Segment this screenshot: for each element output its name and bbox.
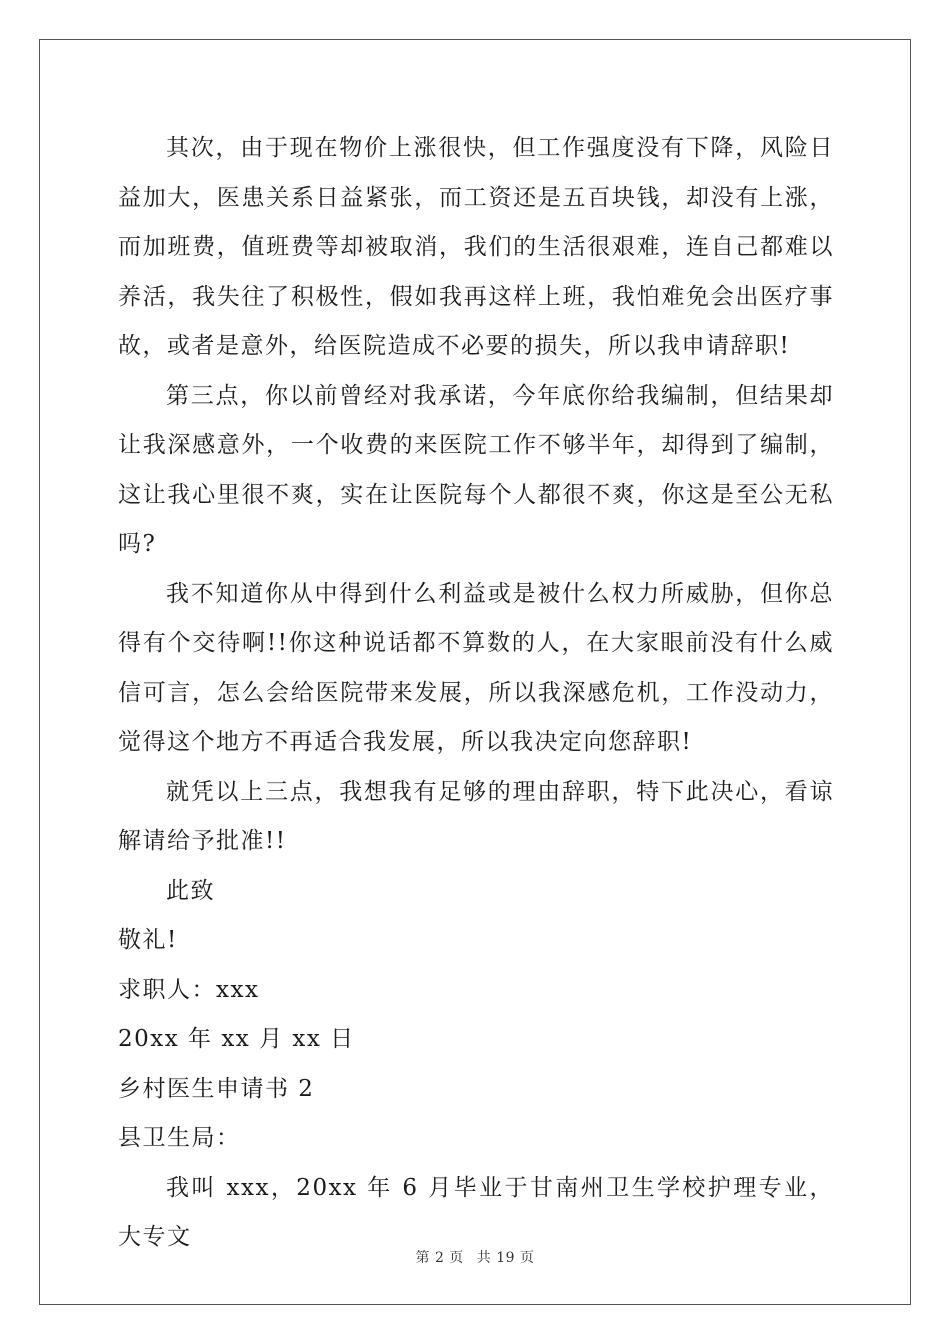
salute-line: 敬礼! bbox=[118, 927, 178, 953]
date-line: 20xx 年 xx 月 xx 日 bbox=[118, 1026, 355, 1052]
signature-line: 求职人：xxx bbox=[118, 976, 260, 1003]
paragraph-conclusion: 就凭以上三点，我想我有足够的理由辞职，特下此决心，看谅解请给予批准!! bbox=[118, 778, 834, 854]
paragraph-second-reason: 其次，由于现在物价上涨很快，但工作强度没有下降，风险日益加大，医患关系日益紧张，而工资还是五百块钱，却没有上涨，而加班费，值班费等却被取消，我们的生活很艰难，连自己都难以养活，我失往了积极性，假如我再这样上班，我怕难免会出医疗事故，或者是意外，给医院造成不必要的损失，所以我申请辞职! bbox=[118, 135, 834, 359]
closing-line: 此致 bbox=[166, 877, 215, 904]
intro-paragraph: 我叫 xxx，20xx 年 6 月毕业于甘南州卫生学校护理专业，大专文 bbox=[118, 1174, 834, 1250]
page-footer bbox=[0, 1247, 950, 1267]
paragraph-third-reason: 第三点，你以前曾经对我承诺，今年底你给我编制，但结果却让我深感意外，一个收费的来医院工作不够半年，却得到了编制， 这让我心里很不爽，实在让医院每个人都很不爽，你这是至公无私吗? bbox=[118, 382, 834, 557]
page-number: 第 2 页 bbox=[415, 1250, 464, 1266]
total-pages: 共 19 页 bbox=[476, 1250, 535, 1266]
addressee-line: 县卫生局： bbox=[118, 1125, 241, 1151]
paragraph-complaint: 我不知道你从中得到什么利益或是被什么权力所威胁，但你总得有个交待啊!!你这种说话都不算数的人，在大家眼前没有什么威信可言，怎么会给医院带来发展，所以我深感危机，工作没动力，觉得这个地方不再适合我发展，所以我决定向您辞职! bbox=[118, 580, 834, 755]
section-title: 乡村医生申请书 2 bbox=[118, 1075, 315, 1102]
document-body bbox=[118, 124, 834, 1263]
